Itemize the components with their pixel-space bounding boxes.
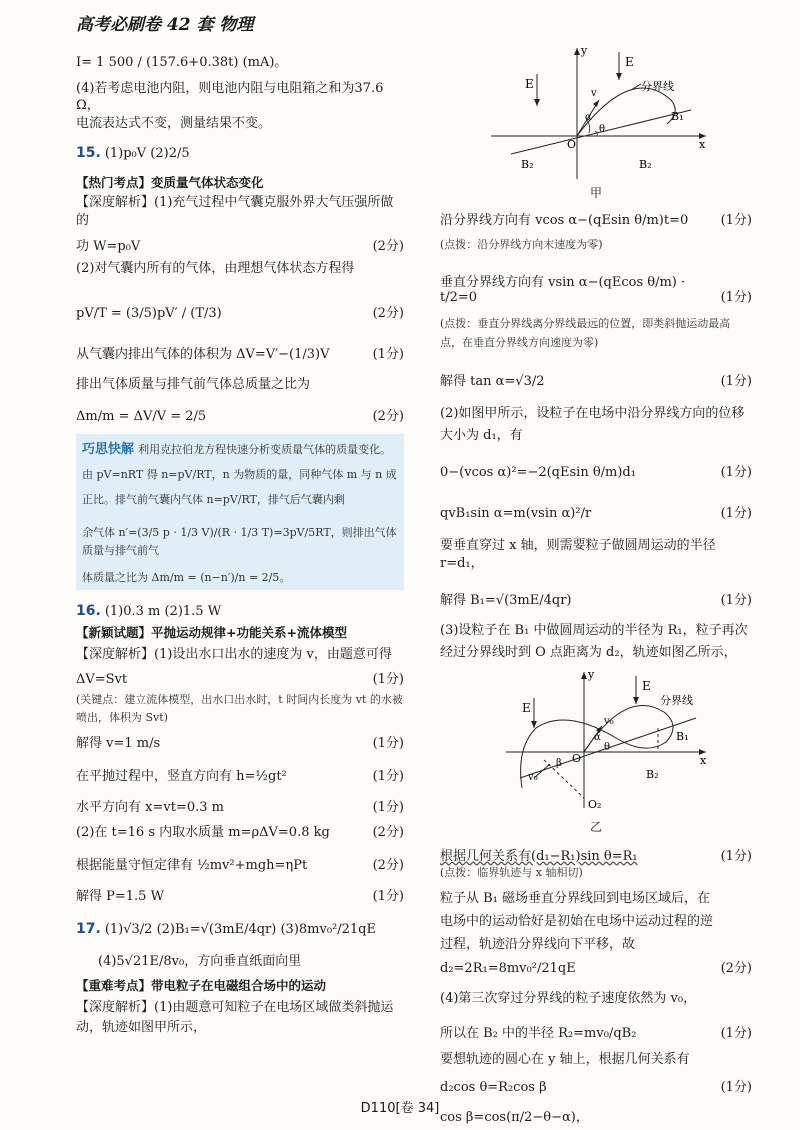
note-line: (点拨：垂直分界线离分界线最远的位置，即类斜抛运动最高点，在垂直分界线方向速度为零) [440, 316, 731, 349]
text-line: 【深度解析】(1)设出水口出水的速度为 v，由题意可得 [76, 647, 392, 662]
text: 功 W=p₀V [76, 239, 141, 255]
text-line: (3)设粒子在 B₁ 中做圆周运动的半径为 R₁，粒子再次经过分界线时到 O 点距离为 d₂，轨迹如图乙所示， [440, 622, 748, 660]
formula: qvB₁sin α=m(vsin α)²/r [440, 506, 592, 522]
label-b1: B₁ [671, 110, 684, 123]
text-line-scored [440, 887, 752, 981]
right-column [440, 44, 752, 1127]
text-line: 要垂直穿过 x 轴，则需要粒子做圆周运动的半径 r=d₁， [440, 538, 716, 571]
score: (1分) [720, 1025, 752, 1041]
label-o: O [567, 138, 577, 151]
formula-line [440, 502, 752, 521]
formula: pV/T = (3/5)pV′ / (T/3) [76, 305, 222, 321]
text-line: I= 1 500 / (157.6+0.38t) (mA)。 [76, 55, 288, 70]
formula-line [76, 885, 404, 904]
label-b2b: B₂ [639, 158, 652, 171]
score: (1分) [372, 735, 404, 751]
label-b1: B₁ [676, 729, 689, 743]
score: (1分) [720, 848, 752, 864]
label-o: O [572, 751, 582, 765]
left-column [76, 46, 404, 1036]
formula-line [76, 821, 404, 840]
formula: (2)在 t=16 s 内取水质量 m=ρΔV=0.8 kg [76, 824, 330, 840]
text-line: 要想轨迹的圆心在 y 轴上，根据几何关系有 [440, 1051, 690, 1067]
score: (1分) [720, 592, 752, 608]
text-line: cos β=cos(π/2−θ−α)， [440, 1110, 589, 1126]
formula: 根据能量守恒定律有 ½mv²+mgh=ηPt [76, 857, 308, 873]
q16-answer [76, 602, 404, 621]
score: (1分) [372, 768, 404, 784]
score: (1分) [720, 506, 752, 522]
label-o2: O₂ [588, 797, 602, 811]
score: (2分) [372, 409, 404, 425]
label-theta: θ [599, 124, 606, 135]
formula-line [440, 271, 752, 305]
tip-line: 体质量之比为 Δm/m = (n−n′)/n = 2/5。 [82, 571, 291, 585]
formula: 解得 v=1 m/s [76, 735, 161, 751]
label-e2: E [642, 678, 651, 693]
score: (2分) [372, 857, 404, 873]
label-b2: B₂ [646, 767, 659, 781]
text-line: 【深度解析】(1)由题意可知粒子在电场区域做类斜抛运 [76, 1000, 394, 1016]
page-header-title: 高考必刷卷 42 套 物理 [76, 15, 254, 35]
formula: Δm/m = ΔV/V = 2/5 [76, 409, 207, 425]
score: (1分) [720, 465, 752, 481]
label-v0a: v₀ [604, 715, 614, 727]
score: (1分) [720, 213, 752, 228]
formula: 所以在 B₂ 中的半径 R₂=mv₀/qB₂ [440, 1025, 637, 1041]
text-line: (4)若考虑电池内阻，则电池内阻与电阻箱之和为37.6 Ω， [76, 80, 384, 114]
formula: ΔV=Svt [76, 671, 128, 687]
formula: 根据几何关系有(d₁−R₁)sin θ=R₁ [440, 848, 638, 864]
formula-line [76, 765, 404, 784]
label-boundary: 分界线 [660, 693, 693, 707]
label-e2: E [625, 55, 634, 69]
label-alpha: α [585, 112, 592, 123]
tip-line: 余气体 n′=(3/5 p · 1/3 V)/(R · 1/3 T)=3pV/5RT，则排出气体质量与排气前气 [82, 526, 397, 557]
score: (1分) [372, 346, 404, 362]
score: (1分) [372, 799, 404, 815]
text-line: 【深度解析】(1)充气过程中气囊克服外界大气压强所做的 [76, 194, 394, 228]
text-line: (2)如图甲所示，设粒子在电场中沿分界线方向的位移大小为 d₁，有 [440, 406, 745, 444]
figure-jia-caption: 甲 [589, 186, 602, 200]
score: (2分) [372, 239, 404, 255]
formula-line [440, 845, 752, 864]
formula-line [440, 370, 752, 389]
page-footer: D110[卷 34] [360, 1101, 440, 1116]
text-line: 电流表达式不变，测量结果不变。 [76, 115, 272, 131]
formula-line [76, 302, 404, 321]
formula: 从气囊内排出气体的体积为 ΔV=V′−(1/3)V [76, 346, 330, 362]
label-x: x [699, 138, 706, 151]
figure-jia-diagram [481, 44, 711, 184]
score: (2分) [372, 824, 404, 840]
formula-line [76, 796, 404, 815]
text-line: 动，轨迹如图甲所示， [76, 1019, 207, 1035]
label-e1: E [522, 700, 531, 715]
formula: 沿分界线方向有 vcos α−(qEsin θ/m)t=0 [440, 213, 689, 228]
label-theta: θ [604, 741, 611, 753]
note-line: (点拨：沿分界线方向末速度为零) [440, 238, 603, 251]
label-boundary: 分界线 [641, 80, 674, 93]
score: (1分) [720, 289, 752, 305]
text-line: 排出气体质量与排气前气体总质量之比为 [76, 376, 311, 392]
text-line: (2)对气囊内所有的气体，由理想气体状态方程得 [76, 261, 355, 277]
score: (2分) [372, 305, 404, 321]
label-y: y [581, 44, 588, 57]
figure-yi-caption: 乙 [589, 819, 602, 834]
score: (2分) [720, 960, 752, 976]
formula-line [440, 1022, 752, 1041]
formula-line [76, 668, 404, 687]
label-v0b: v₀ [528, 771, 538, 783]
label-v: v [591, 88, 597, 99]
formula-line [76, 732, 404, 751]
note-line: (点拨：临界轨迹与 x 轴相切) [440, 865, 583, 879]
formula: 解得 B₁=√(3mE/4qr) [440, 592, 572, 608]
formula-line [440, 589, 752, 608]
label-y: y [588, 667, 595, 681]
formula: 0−(vcos α)²=−2(qEsin θ/m)d₁ [440, 465, 636, 481]
q17-number: 17. [76, 920, 101, 937]
formula-line [76, 854, 404, 873]
formula-line [76, 405, 404, 424]
formula-line [76, 343, 404, 362]
label-b2a: B₂ [521, 158, 534, 171]
label-e1: E [525, 77, 534, 91]
score: (1分) [720, 374, 752, 390]
formula-line [440, 209, 752, 228]
q15-hot-topic: 【热门考点】变质量气体状态变化 [76, 175, 264, 191]
label-alpha: α [594, 731, 601, 743]
text-line: (4)第三次穿过分界线的粒子速度依然为 v₀， [440, 991, 697, 1007]
q15-answer-text: (1)p₀V (2)2/5 [104, 146, 190, 162]
q15-number: 15. [76, 145, 101, 162]
text: 粒子从 B₁ 磁场垂直分界线回到电场区域后，在电场中的运动恰好是初始在电场中运动过程的逆过程，轨迹沿分界线向下平移，故 d₂=2R₁=8mv₀²/21qE [440, 890, 714, 976]
formula: 在平抛过程中，竖直方向有 h=½gt² [76, 768, 287, 784]
tip-label: 巧思快解 [82, 442, 135, 458]
formula-line [440, 1076, 752, 1095]
q17-answer-text: (1)√3/2 (2)B₁=√(3mE/4qr) (3)8mv₀²/21qE [104, 921, 376, 937]
q17-hard-topic: 【重难考点】带电粒子在电磁组合场中的运动 [76, 978, 327, 994]
formula: 解得 P=1.5 W [76, 888, 164, 904]
q16-new-topic: 【新颖试题】平抛运动规律+功能关系+流体模型 [76, 625, 347, 641]
formula: 水平方向有 x=vt=0.3 m [76, 799, 224, 815]
formula: d₂cos θ=R₂cos β [440, 1080, 547, 1096]
q17-answer-part4: (4)5√21E/8v₀，方向垂直纸面向里 [98, 953, 302, 969]
q16-answer-text: (1)0.3 m (2)1.5 W [104, 604, 222, 620]
tip-line: 利用克拉伯龙方程快速分析变质量气体的质量变化。由 pV=nRT 得 n=pV/RT，n 为物质的量，同种气体 m 与 n 成正比。排气前气囊内气体 n=pV/RT，排气后气囊内剩 [82, 443, 397, 506]
score: (1分) [720, 1080, 752, 1096]
q16-number: 16. [76, 603, 101, 620]
formula: 解得 tan α=√3/2 [440, 374, 545, 390]
note-line: (关键点：建立流体模型，出水口出水时，t 时间内长度为 vt 的水被喷出，体积为 Svt) [76, 692, 403, 725]
score: (1分) [372, 671, 404, 687]
figure-yi-diagram [476, 668, 716, 818]
formula-line [440, 461, 752, 480]
tip-text [82, 438, 398, 512]
q17-answer [76, 920, 404, 939]
tip-box [76, 434, 404, 590]
label-beta: β [556, 757, 562, 769]
q15-answer [76, 144, 404, 163]
label-x: x [700, 753, 707, 767]
formula: 垂直分界线方向有 vsin α−(qEcos θ/m) · t/2=0 [440, 274, 686, 305]
text-line-scored [76, 235, 404, 254]
score: (1分) [372, 888, 404, 904]
